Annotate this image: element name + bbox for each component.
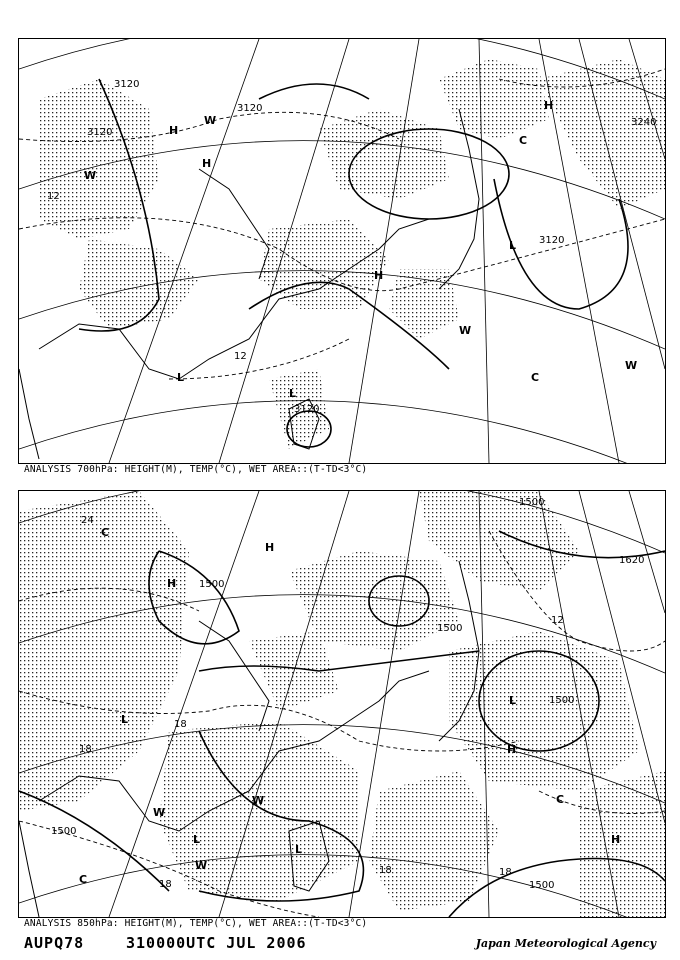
high-center-marker: H: [374, 269, 384, 282]
warm-center-marker: W: [153, 806, 166, 819]
contour-label: 3120: [237, 103, 263, 114]
low-center-marker: L: [121, 713, 129, 726]
contour-label: 18: [174, 719, 187, 730]
map-panel-700hpa: [18, 38, 666, 464]
low-center-marker: L: [177, 371, 185, 384]
low-center-marker: L: [509, 239, 517, 252]
warm-center-marker: W: [204, 114, 217, 127]
contour-label: 12: [551, 615, 564, 626]
contour-label: 1500: [437, 623, 463, 634]
map-panel-850hpa: [18, 490, 666, 918]
contour-label: 1500: [51, 826, 77, 837]
contour-label: 1500: [519, 497, 545, 508]
contour-label: 12: [47, 191, 60, 202]
contour-label: 12: [234, 351, 247, 362]
high-center-marker: H: [265, 541, 275, 554]
high-center-marker: H: [611, 833, 621, 846]
panel-caption-700hpa: ANALYSIS 700hPa: HEIGHT(M), TEMP(°C), WET AREA::(T-TD<3°C): [24, 464, 368, 475]
agency-credit: Japan Meteorological Agency: [475, 937, 656, 950]
high-center-marker: H: [544, 99, 554, 112]
warm-center-marker: W: [195, 859, 208, 872]
warm-center-marker: W: [625, 359, 638, 372]
low-center-marker: L: [509, 694, 517, 707]
cold-center-marker: C: [101, 526, 110, 539]
cold-center-marker: C: [531, 371, 540, 384]
warm-center-marker: W: [252, 794, 265, 807]
cold-center-marker: C: [556, 793, 565, 806]
panel-caption-850hpa: ANALYSIS 850hPa: HEIGHT(M), TEMP(°C), WET AREA::(T-TD<3°C): [24, 918, 368, 929]
chart-code: AUPQ78: [24, 934, 85, 952]
high-center-marker: H: [167, 577, 177, 590]
low-center-marker: L: [295, 843, 303, 856]
contour-label: 3120: [294, 404, 320, 415]
low-center-marker: L: [193, 833, 201, 846]
contour-label: 1620: [619, 555, 645, 566]
analysis-timestamp: 310000UTC JUL 2006: [126, 934, 307, 952]
warm-center-marker: W: [84, 169, 97, 182]
warm-center-marker: W: [459, 324, 472, 337]
low-center-marker: L: [289, 387, 297, 400]
contour-label: 24: [81, 515, 94, 526]
contour-label: 18: [159, 879, 172, 890]
high-center-marker: H: [169, 124, 179, 137]
contour-label: 1500: [529, 880, 555, 891]
contour-label: 18: [379, 865, 392, 876]
contour-label: 3120: [87, 127, 113, 138]
cold-center-marker: C: [79, 873, 88, 886]
contour-label: 18: [79, 744, 92, 755]
contour-label: 3120: [539, 235, 565, 246]
contour-label: 3240: [631, 117, 657, 128]
cold-center-marker: C: [519, 134, 528, 147]
contour-label: 1500: [549, 695, 575, 706]
contour-label: 18: [499, 867, 512, 878]
wet-areas: [39, 59, 665, 449]
high-center-marker: H: [202, 157, 212, 170]
contour-label: 1500: [199, 579, 225, 590]
contour-label: 3120: [114, 79, 140, 90]
map-850hpa-svg: [19, 491, 665, 917]
high-center-marker: H: [507, 743, 517, 756]
map-700hpa-svg: [19, 39, 665, 463]
